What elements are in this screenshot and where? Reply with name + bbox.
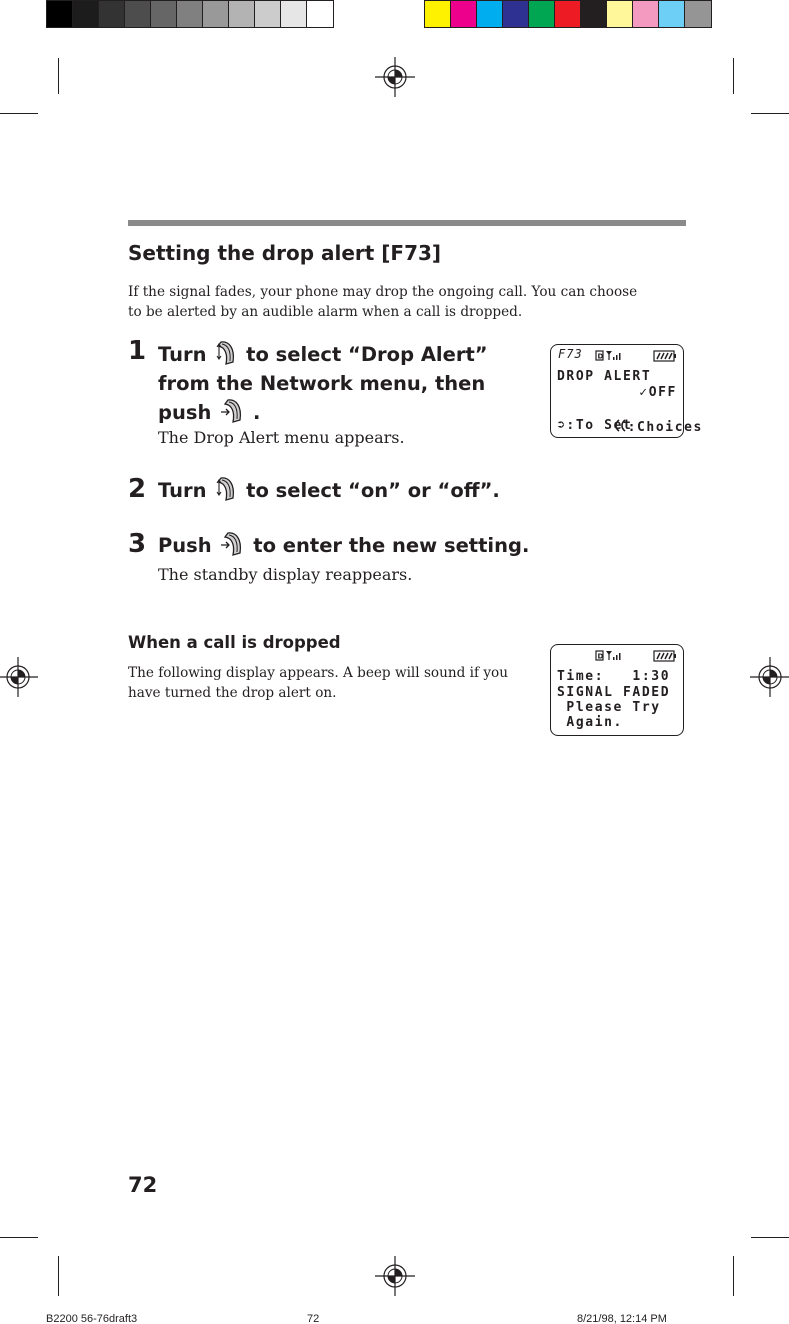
color-swatch <box>659 1 685 27</box>
lcd-line-2: ✓OFF <box>639 385 677 400</box>
step-1-result: The Drop Alert menu appears. <box>158 428 405 447</box>
gray-swatch <box>255 1 281 27</box>
footer-file-name: B2200 56-76draft3 <box>46 1313 138 1324</box>
color-swatch <box>633 1 659 27</box>
svg-text:D: D <box>597 652 605 661</box>
color-swatch <box>581 1 607 27</box>
crop-mark <box>58 1256 59 1296</box>
section-title: Setting the drop alert [F73] <box>128 241 442 265</box>
step-3-result: The standby display reappears. <box>158 565 413 584</box>
step-number: 3 <box>128 529 147 559</box>
subsection-title: When a call is dropped <box>128 633 341 652</box>
crop-mark <box>0 1237 38 1238</box>
crop-mark <box>733 1256 734 1296</box>
gray-swatch <box>203 1 229 27</box>
color-swatch <box>685 1 711 27</box>
gray-swatch <box>99 1 125 27</box>
gray-swatch <box>307 1 333 27</box>
lcd-signal-faded <box>550 644 684 736</box>
jog-dial-push-icon <box>220 398 244 424</box>
battery-icon <box>653 350 677 362</box>
lcd-drop-alert-menu <box>550 344 703 438</box>
lcd-line-1: Time: 1:30 <box>557 669 671 684</box>
section-intro: If the signal fades, your phone may drop the ongoing call. You can choose to be alerted by an audible alarm when a call is dropped. <box>128 284 638 320</box>
crop-mark <box>58 58 59 94</box>
lcd-function-code: F73 <box>558 347 583 361</box>
gray-swatch <box>177 1 203 27</box>
registration-mark-icon <box>0 657 38 697</box>
battery-icon <box>653 650 677 662</box>
gray-swatch <box>151 1 177 27</box>
gray-swatch <box>73 1 99 27</box>
step-2-text: to select “on” or “off”. <box>246 479 500 502</box>
process-color-bar <box>424 0 712 28</box>
lcd-line-2: SIGNAL FADED <box>557 685 671 700</box>
step-1-verb-push: push <box>158 401 212 424</box>
step-1-text-b: from the Network menu, then <box>158 371 486 395</box>
lcd-line-4: Again. <box>557 715 623 730</box>
gray-swatch <box>229 1 255 27</box>
step-2-instruction <box>158 476 578 506</box>
registration-mark-icon <box>375 1256 415 1296</box>
jog-dial-turn-icon <box>215 340 237 366</box>
gray-swatch <box>281 1 307 27</box>
signal-strength-icon <box>595 349 625 362</box>
gray-swatch <box>47 1 73 27</box>
step-1-instruction <box>158 340 528 428</box>
step-3-text: to enter the new setting. <box>253 534 530 557</box>
color-swatch <box>503 1 529 27</box>
footer-page: 72 <box>307 1313 320 1324</box>
crop-mark <box>733 58 734 94</box>
page-number: 72 <box>128 1173 158 1197</box>
step-number: 1 <box>128 336 147 366</box>
color-swatch <box>425 1 451 27</box>
crop-mark <box>751 1237 789 1238</box>
color-swatch <box>555 1 581 27</box>
registration-mark-icon <box>750 657 789 697</box>
step-3-verb: Push <box>158 534 212 557</box>
svg-text:D: D <box>597 352 605 361</box>
crop-mark <box>751 113 789 114</box>
color-swatch <box>477 1 503 27</box>
lcd-line-1: DROP ALERT <box>557 369 652 384</box>
step-2-verb: Turn <box>158 479 207 502</box>
color-swatch <box>451 1 477 27</box>
jog-dial-turn-icon <box>215 476 237 502</box>
crop-mark <box>0 113 38 114</box>
registration-mark-icon <box>375 57 415 97</box>
jog-dial-push-icon <box>220 531 244 557</box>
lcd-line-4: ➲:To Set <box>557 418 633 433</box>
lcd-choices-text: :Choices <box>627 419 703 435</box>
subsection-text: The following display appears. A beep will sound if you have turned the drop alert on. <box>128 665 508 701</box>
step-1-period: . <box>252 401 261 424</box>
lcd-line-3: Please Try <box>557 700 661 715</box>
footer-timestamp: 8/21/98, 12:14 PM <box>577 1313 667 1324</box>
step-3-instruction <box>158 531 598 561</box>
step-number: 2 <box>128 474 147 504</box>
lcd-status-bar <box>551 648 683 662</box>
lcd-status-bar <box>551 348 683 362</box>
grayscale-color-bar <box>46 0 334 28</box>
signal-strength-icon <box>595 649 625 662</box>
step-1-text-a: to select “Drop Alert” <box>246 343 488 366</box>
step-1-verb: Turn <box>158 343 207 366</box>
gray-swatch <box>125 1 151 27</box>
color-swatch <box>607 1 633 27</box>
section-rule <box>128 220 686 226</box>
color-swatch <box>529 1 555 27</box>
